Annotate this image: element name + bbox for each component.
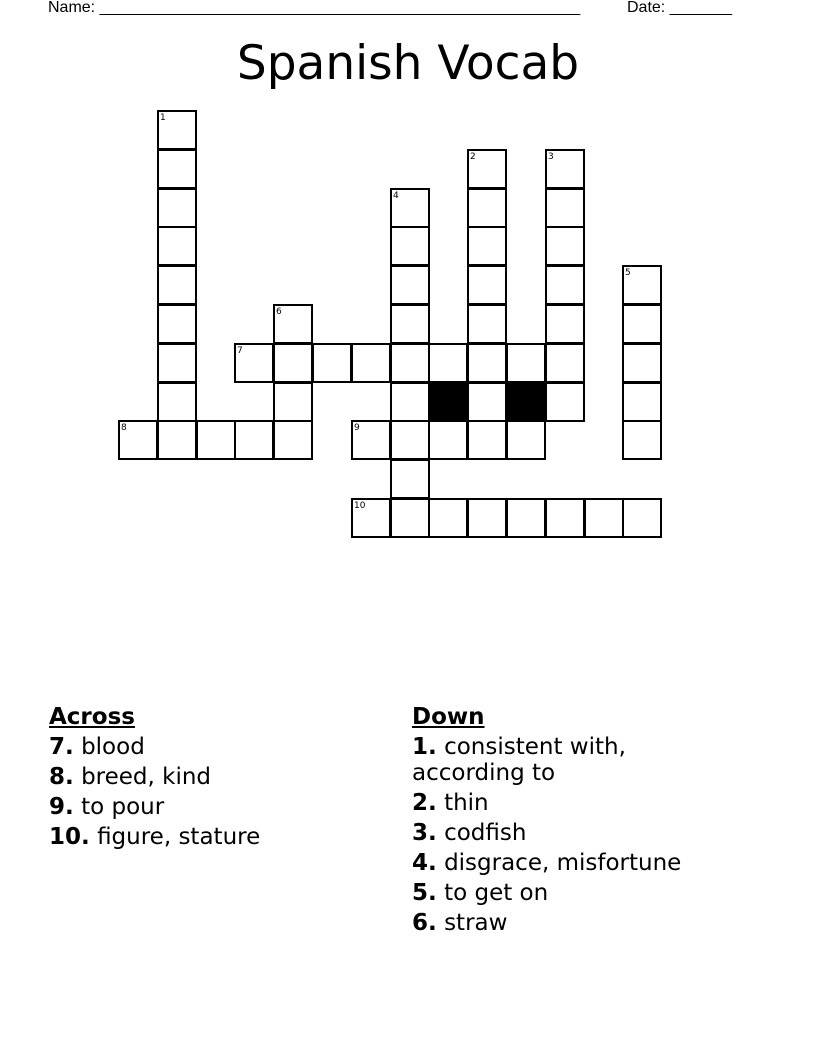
clue-text: straw [444, 910, 508, 936]
clue-number-label: 6 [276, 307, 282, 317]
grid-cell[interactable] [390, 382, 430, 422]
clue-number: 6. [412, 910, 437, 936]
down-clue-list [412, 734, 742, 936]
grid-cell[interactable] [157, 420, 197, 460]
down-clue [412, 850, 742, 876]
grid-cell[interactable] [234, 420, 274, 460]
clue-text: disgrace, misfortune [444, 850, 682, 876]
grid-cell[interactable] [622, 382, 662, 422]
clue-number: 9. [49, 794, 74, 820]
clue-number-label: 9 [354, 423, 360, 433]
grid-cell[interactable] [351, 343, 391, 383]
grid-cell[interactable] [157, 188, 197, 228]
across-clue-list [49, 734, 379, 850]
clue-text: to get on [444, 880, 549, 906]
clue-number-label: 7 [237, 346, 243, 356]
grid-cell[interactable] [273, 420, 313, 460]
grid-cell[interactable] [545, 226, 585, 266]
clue-number: 8. [49, 764, 74, 790]
grid-cell[interactable] [390, 498, 430, 538]
grid-cell[interactable] [390, 265, 430, 305]
clue-text: breed, kind [81, 764, 212, 790]
down-clue [412, 820, 742, 846]
grid-cell[interactable] [545, 265, 585, 305]
grid-cell[interactable] [428, 343, 468, 383]
across-clue [49, 794, 379, 820]
grid-cell[interactable] [390, 304, 430, 344]
across-clues [49, 702, 379, 854]
down-clue [412, 880, 742, 906]
grid-cell[interactable] [545, 382, 585, 422]
grid-cell[interactable] [467, 420, 507, 460]
clue-number-label: 1 [160, 113, 166, 123]
grid-cell[interactable] [506, 343, 546, 383]
grid-cell[interactable] [118, 420, 158, 460]
grid-cell[interactable] [545, 149, 585, 189]
grid-cell[interactable] [428, 498, 468, 538]
across-heading: Across [49, 704, 135, 730]
clue-text: codfish [444, 820, 527, 846]
grid-cell[interactable] [506, 498, 546, 538]
grid-cell[interactable] [390, 420, 430, 460]
grid-cell[interactable] [467, 149, 507, 189]
grid-cell[interactable] [467, 343, 507, 383]
grid-cell[interactable] [390, 226, 430, 266]
clue-text: figure, stature [97, 824, 261, 850]
grid-cell[interactable] [157, 110, 197, 150]
grid-cell[interactable] [351, 420, 391, 460]
grid-cell[interactable] [157, 343, 197, 383]
clue-number: 10. [49, 824, 90, 850]
clue-number: 1. [412, 734, 437, 760]
down-clue [412, 734, 742, 786]
clue-text: thin [444, 790, 489, 816]
grid-cell[interactable] [196, 420, 236, 460]
down-clue [412, 790, 742, 816]
black-square [506, 382, 546, 422]
grid-cell[interactable] [273, 304, 313, 344]
grid-cell[interactable] [428, 420, 468, 460]
grid-cell[interactable] [545, 498, 585, 538]
grid-cell[interactable] [622, 498, 662, 538]
clue-number-label: 5 [625, 268, 631, 278]
grid-cell[interactable] [351, 498, 391, 538]
across-clue [49, 764, 379, 790]
across-clue [49, 734, 379, 760]
date-field-label: Date: _______ [627, 0, 732, 16]
page-title: Spanish Vocab [236, 36, 580, 91]
grid-cell[interactable] [545, 343, 585, 383]
across-clue [49, 824, 379, 850]
clue-text: consistent with, according to [412, 734, 626, 786]
grid-cell[interactable] [467, 304, 507, 344]
grid-cell[interactable] [622, 420, 662, 460]
grid-cell[interactable] [157, 226, 197, 266]
clue-number-label: 3 [548, 152, 554, 162]
grid-cell[interactable] [622, 265, 662, 305]
clue-number: 2. [412, 790, 437, 816]
grid-cell[interactable] [157, 304, 197, 344]
grid-cell[interactable] [467, 188, 507, 228]
grid-cell[interactable] [467, 498, 507, 538]
clue-number: 5. [412, 880, 437, 906]
clue-number-label: 4 [393, 191, 399, 201]
grid-cell[interactable] [390, 459, 430, 499]
grid-cell[interactable] [157, 149, 197, 189]
clue-text: blood [81, 734, 145, 760]
grid-cell[interactable] [506, 420, 546, 460]
clue-number: 7. [49, 734, 74, 760]
black-square [428, 382, 468, 422]
grid-cell[interactable] [467, 382, 507, 422]
name-field-label: Name: ______________________________________________________ [48, 0, 581, 16]
grid-cell[interactable] [157, 382, 197, 422]
grid-cell[interactable] [234, 343, 274, 383]
down-heading: Down [412, 704, 485, 730]
grid-cell[interactable] [584, 498, 624, 538]
down-clues [412, 702, 742, 940]
clue-number-label: 8 [121, 423, 127, 433]
clue-number-label: 10 [354, 501, 366, 511]
grid-cell[interactable] [467, 265, 507, 305]
grid-cell[interactable] [622, 343, 662, 383]
grid-cell[interactable] [622, 304, 662, 344]
grid-cell[interactable] [467, 226, 507, 266]
grid-cell[interactable] [390, 188, 430, 228]
grid-cell[interactable] [273, 343, 313, 383]
grid-cell[interactable] [545, 304, 585, 344]
clue-number: 4. [412, 850, 437, 876]
grid-cell[interactable] [273, 382, 313, 422]
grid-cell[interactable] [312, 343, 352, 383]
grid-cell[interactable] [545, 188, 585, 228]
grid-cell[interactable] [390, 343, 430, 383]
down-clue [412, 910, 742, 936]
clue-number: 3. [412, 820, 437, 846]
clue-number-label: 2 [470, 152, 476, 162]
grid-cell[interactable] [157, 265, 197, 305]
clue-text: to pour [81, 794, 165, 820]
